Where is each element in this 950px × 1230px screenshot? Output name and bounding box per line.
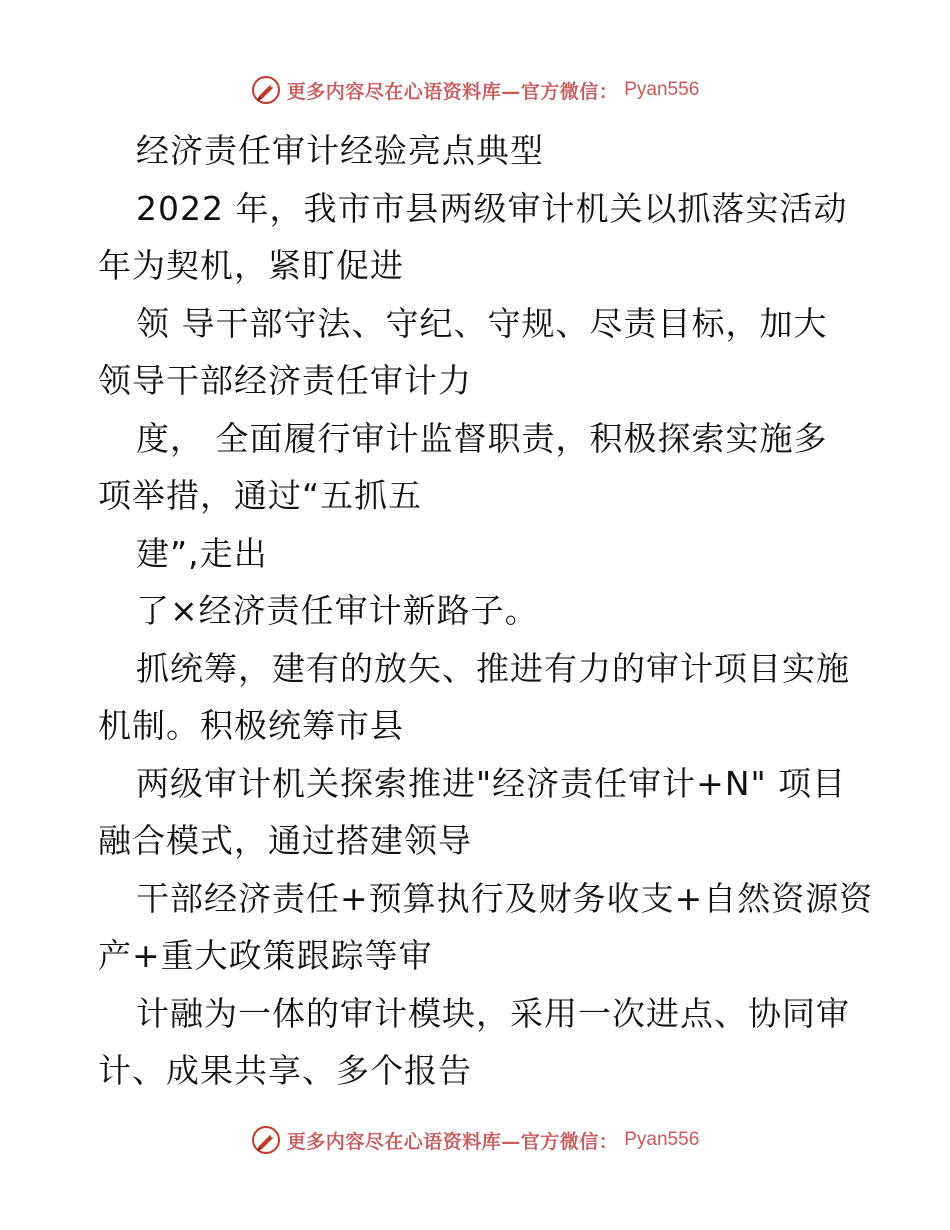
paragraph-line: 建”,走出 [136,533,268,573]
watermark-text: 更多内容尽在心语资料库—官方微信： [286,1130,619,1153]
paragraph-line: 计、成果共享、多个报告 [98,1051,472,1090]
footer-watermark [0,1123,950,1157]
watermark-wechat-id: Pyan556 [624,1129,700,1150]
paragraph-line: 项举措，通过“五抓五 [98,476,423,515]
paragraph-line: 两级审计机关探索推进"经济责任审计+N" 项目 [136,763,847,803]
paragraph-line: 度， 全面履行审计监督职责，积极探索实施多 [136,418,828,458]
pen-logo-icon [251,75,281,105]
paragraph-line: 了×经济责任审计新路子。 [136,591,539,630]
paragraph-line: 抓统筹，建有的放矢、推进有力的审计项目实施 [136,648,850,688]
paragraph-line: 年为契机，紧盯促进 [98,246,404,285]
paragraph-line: 融合模式，通过搭建领导 [98,821,472,860]
paragraph-line: 干部经济责任+预算执行及财务收支+自然资源资 [136,878,874,918]
watermark-text: 更多内容尽在心语资料库—官方微信： [286,80,619,103]
paragraph-line: 产+重大政策跟踪等审 [98,936,433,975]
pen-logo-icon [251,1125,281,1155]
header-watermark [0,73,950,107]
document-body [98,122,874,1100]
paragraph-line: 领 导干部守法、守纪、守规、尽责目标，加大 [136,303,828,343]
paragraph-line: 机制。积极统筹市县 [98,706,404,745]
watermark-wechat-id: Pyan556 [624,79,700,100]
document-title: 经济责任审计经验亮点典型 [136,131,544,170]
paragraph-line: 领导干部经济责任审计力 [98,361,472,400]
paragraph-line: 2022 年，我市市县两级审计机关以抓落实活动 [136,188,848,228]
paragraph-line: 计融为一体的审计模块，采用一次进点、协同审 [136,993,850,1033]
